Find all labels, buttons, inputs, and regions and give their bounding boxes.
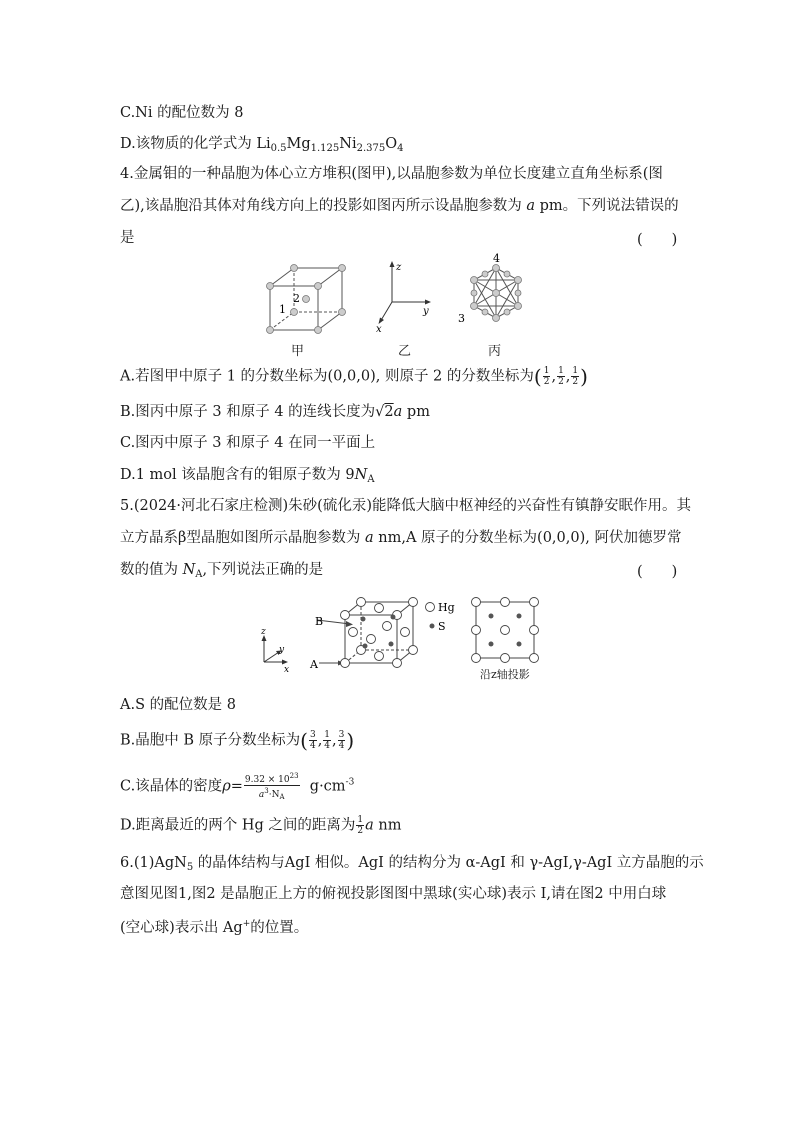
q5-atom-label-a: A [310, 658, 318, 671]
q4-option-d: D.1 mol 该晶胞含有的钼原子数为 $9N_A$ [120, 467, 375, 485]
q5-axis-x: x [284, 665, 290, 675]
q4-atom-label-3: 3 [458, 312, 465, 325]
q4-axis-y: y [423, 306, 429, 317]
q5-figure-cell [255, 590, 455, 686]
q4-axis-x: x [376, 324, 382, 333]
q3-option-d: D.该物质的化学式为 $Li_{0.5}Mg_{1.125}Ni_{2.375}O_4$ [120, 136, 404, 154]
q4-option-b: B.图丙中原子 3 和原子 4 的连线长度为√2a pm [120, 404, 430, 420]
q4-atom-label-2: 2 [293, 292, 300, 305]
q4-stem-line2: 乙),该晶胞沿其体对角线方向上的投影如图丙所示设晶胞参数为 a pm。下列说法错误的 [120, 198, 679, 214]
q4-stem-line1: 4.金属钼的一种晶胞为体心立方堆积(图甲),以晶胞参数为单位长度建立直角坐标系(图 [120, 166, 663, 182]
q5-axis-y: y [279, 645, 285, 655]
q4-axis-z: z [396, 262, 402, 273]
q5-stem-line3: 数的值为 $N_A$,下列说法正确的是 [120, 562, 324, 580]
q5-stem-line2: 立方晶系β型晶胞如图所示晶胞参数为 a nm,A 原子的分数坐标为(0,0,0), 阿伏加德罗常 [120, 530, 682, 546]
q5-legend-hg: Hg [438, 601, 455, 614]
q5-stem-line1: 5.(2024·河北石家庄检测)朱砂(硫化汞)能降低大脑中枢神经的兴奋性有镇静安眠作用。其 [120, 498, 691, 514]
q5-projection-caption: 沿z轴投影 [480, 668, 530, 681]
q4-caption-yi: 乙 [398, 344, 412, 359]
q4-atom-label-4: 4 [493, 252, 500, 265]
q4-option-c: C.图丙中原子 3 和原子 4 在同一平面上 [120, 435, 376, 451]
q4-answer-paren: ( ) [637, 232, 678, 248]
q5-option-d: D.距离最近的两个 Hg 之间的距离为 $\frac{1}{2}$ a nm [120, 815, 402, 836]
q4-atom-label-1: 1 [279, 303, 286, 316]
q5-legend-s: S [438, 620, 446, 633]
q5-answer-paren: ( ) [637, 564, 678, 580]
q5-figure-projection [470, 596, 540, 664]
q5-option-a: A.S 的配位数是 8 [120, 697, 236, 713]
q5-axis-z: z [261, 627, 266, 637]
q4-stem-line3: 是 [120, 230, 135, 246]
q4-figure-bing [452, 252, 532, 340]
q4-caption-jia: 甲 [291, 344, 305, 359]
q5-atom-label-b: B [315, 615, 324, 628]
q6-stem-line1: 6.(1)AgN$_5$ 的晶体结构与AgI 相似。AgI 的结构分为 α-AgI 和 γ-AgI,γ-AgI 立方晶胞的示 [120, 855, 704, 873]
q4-figure-yi [372, 258, 442, 333]
q5-option-c: C.该晶体的密度ρ= $\frac{9.32 \times 10^{23}}{a^3\cdot N_A}$ $g\cdot cm^{-3}$ [120, 772, 355, 801]
q3-option-c: C.Ni 的配位数为 8 [120, 105, 244, 121]
q5-option-b: B.晶胞中 B 原子分数坐标为( $\frac{3}{4}$ , $\frac{1}{4}$ , $\frac{3}{4}$ ) [120, 728, 355, 753]
q4-caption-bing: 丙 [488, 344, 502, 359]
q4-option-a: A.若图甲中原子 1 的分数坐标为(0,0,0), 则原子 2 的分数坐标为( $\frac{1}{2}$ , $\frac{1}{2}$ , $\frac{1}{2}$ ) [120, 364, 588, 389]
q6-stem-line2: 意图见图1,图2 是晶胞正上方的俯视投影图图中黑球(实心球)表示 I,请在图2 中用白球 [120, 886, 667, 902]
q4-figure-jia [262, 258, 362, 338]
q6-stem-line3: (空心球)表示出 Ag+的位置。 [120, 919, 309, 936]
